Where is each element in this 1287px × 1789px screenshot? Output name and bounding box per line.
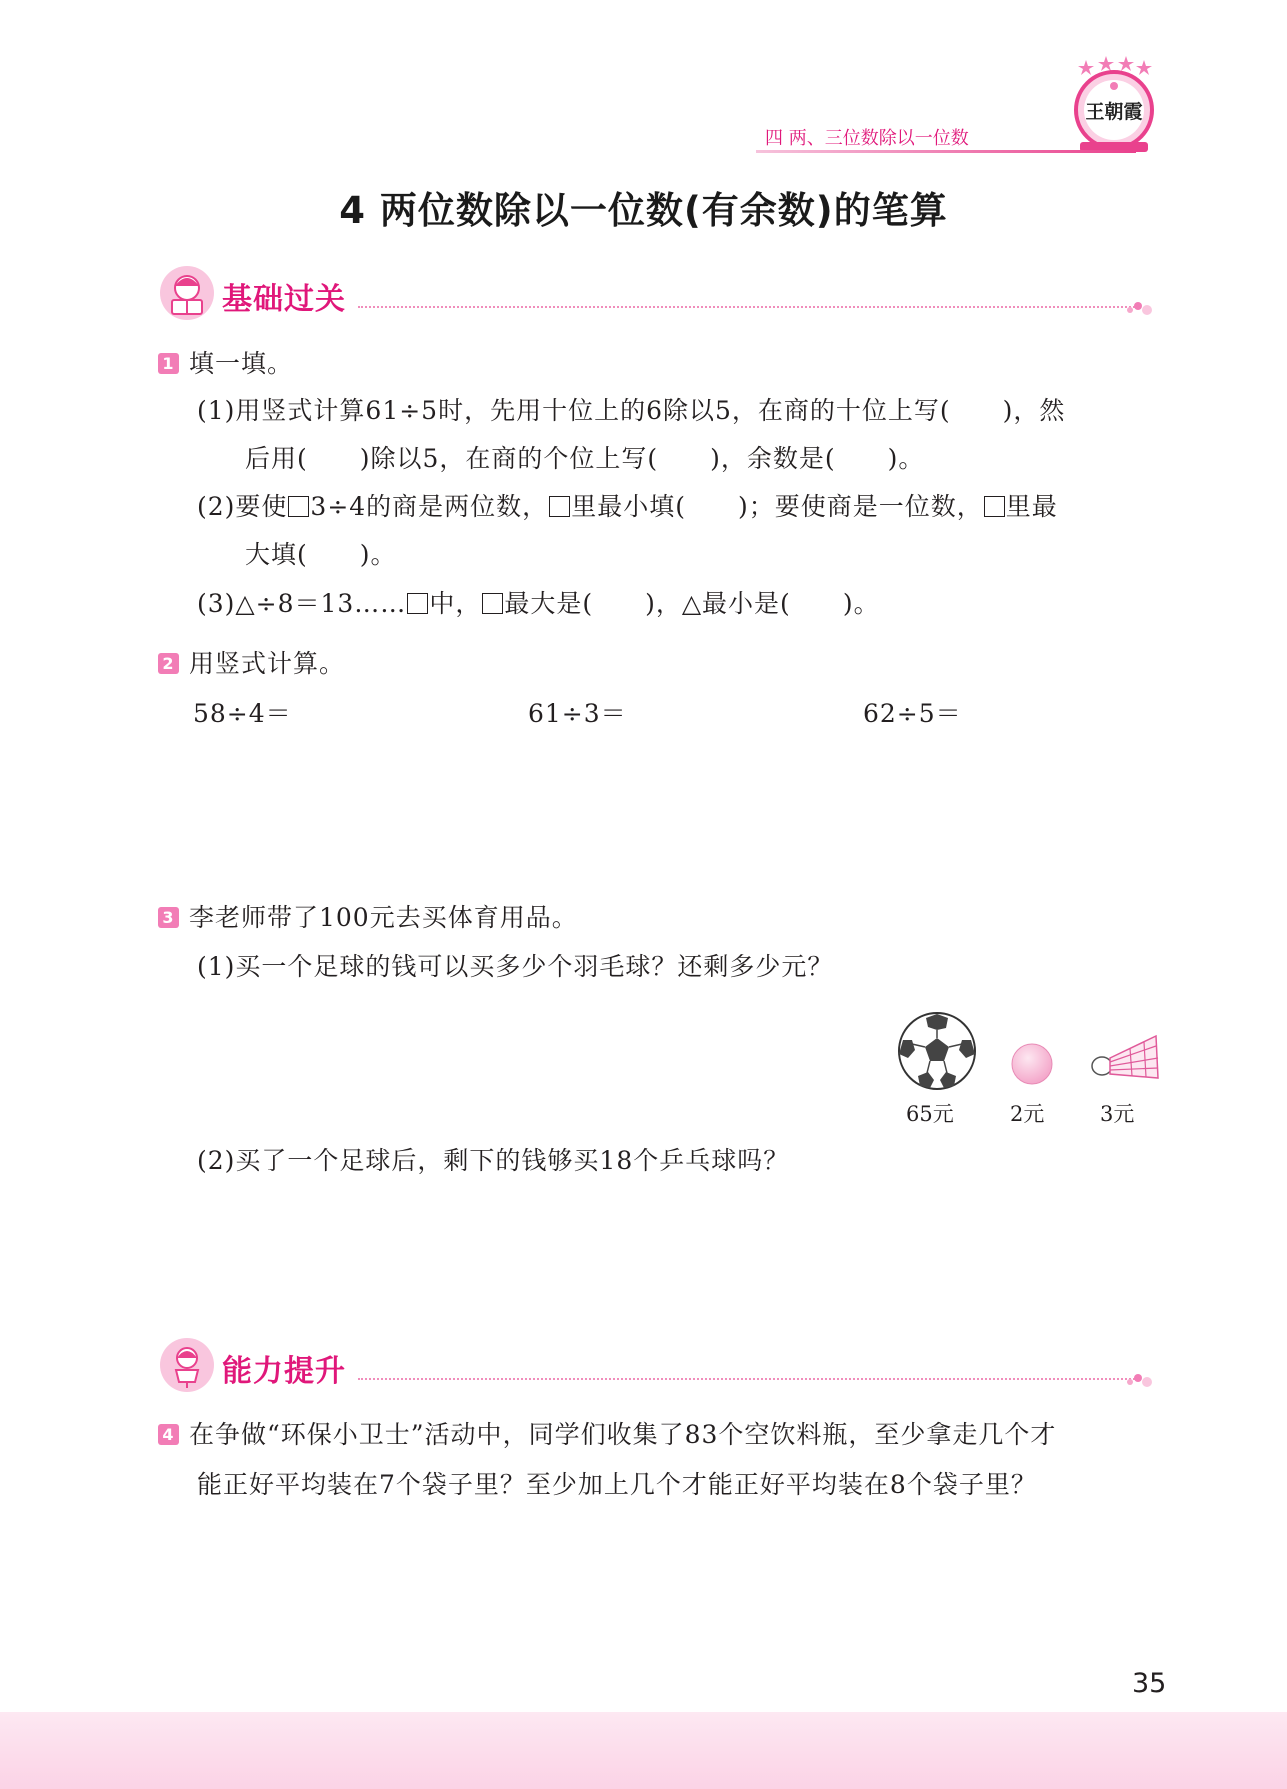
q1-part1-line1: (1)用竖式计算61÷5时，先用十位上的6除以5，在商的十位上写( )，然: [197, 396, 1066, 425]
shuttlecock-icon: [1090, 1032, 1160, 1084]
blank-box: [288, 496, 309, 517]
ping-pong-ball-icon: [1010, 1042, 1054, 1086]
q1-part2-text-d: 里最: [1005, 492, 1058, 521]
q1-part2-text-b: 3÷4的商是两位数，: [310, 492, 549, 521]
decorative-dots-icon: [1124, 1370, 1154, 1390]
q1-part2-line1: [197, 494, 1058, 519]
q2-expression-1: 58÷4＝: [193, 699, 292, 728]
q1-part3-text-c: 最大是( )，△最小是( )。: [504, 589, 880, 618]
section-banner-advanced: [158, 1336, 1158, 1396]
brand-logo: [1070, 56, 1158, 156]
blank-box: [984, 496, 1005, 517]
section-divider: [358, 306, 1138, 308]
q1-part2-text-a: (2)要使: [197, 492, 288, 521]
section-title-advanced: 能力提升: [222, 1354, 346, 1389]
chapter-tag: 四 两、三位数除以一位数: [765, 128, 969, 149]
lesson-title: 4 两位数除以一位数(有余数)的笔算: [339, 189, 948, 232]
shuttlecock-price: 3元: [1100, 1102, 1135, 1126]
q3-part1: (1)买一个足球的钱可以买多少个羽毛球？还剩多少元？: [197, 952, 834, 981]
q2-stem-text: 用竖式计算。: [189, 649, 346, 678]
q2-expression-2: 61÷3＝: [528, 699, 627, 728]
chapter-underline: [756, 150, 1136, 153]
q1-number-badge: 1: [158, 353, 179, 374]
blank-box: [482, 593, 503, 614]
q1-part2-text-c: 里最小填( )；要使商是一位数，: [571, 492, 983, 521]
ping-pong-ball-price: 2元: [1010, 1102, 1045, 1126]
q3-part2: (2)买了一个足球后，剩下的钱够买18个乒乓球吗？: [197, 1146, 790, 1175]
q1-part3-text-a: (3)△÷8＝13……: [197, 589, 407, 618]
section-banner-basic: [158, 264, 1158, 324]
soccer-ball-icon: [896, 1010, 978, 1092]
soccer-ball-price: 65元: [906, 1102, 954, 1126]
section-divider: [358, 1378, 1138, 1380]
q4-line1-text: 在争做“环保小卫士”活动中，同学们收集了83个空饮料瓶，至少拿走几个才: [189, 1420, 1057, 1449]
brand-name: 王朝霞: [1085, 101, 1143, 123]
q2-expression-3: 62÷5＝: [863, 699, 962, 728]
q1-part2-line2: 大填( )。: [245, 540, 397, 569]
q1-part1-line2: 后用( )除以5，在商的个位上写( )，余数是( )。: [245, 444, 925, 473]
q2-stem: [158, 651, 345, 676]
q3-stem: [158, 905, 578, 930]
footer-band: [0, 1712, 1287, 1789]
page-number: 35: [1132, 1668, 1167, 1699]
q3-number-badge: 3: [158, 907, 179, 928]
blank-box: [407, 593, 428, 614]
q1-stem: [158, 351, 293, 376]
q4-number-badge: 4: [158, 1424, 179, 1445]
q4-line2: 能正好平均装在7个袋子里？至少加上几个才能正好平均装在8个袋子里？: [197, 1470, 1037, 1499]
section-title-basic: 基础过关: [222, 282, 346, 317]
blank-box: [549, 496, 570, 517]
q1-part3-line: [197, 591, 880, 616]
mascot-trophy-icon: [158, 1336, 216, 1394]
q1-part3-text-b: 中，: [429, 589, 482, 618]
q2-number-badge: 2: [158, 653, 179, 674]
q3-stem-text: 李老师带了100元去买体育用品。: [189, 903, 578, 932]
decorative-dots-icon: [1124, 298, 1154, 318]
mascot-reading-icon: [158, 264, 216, 322]
q4-line1: [158, 1422, 1056, 1447]
q1-stem-text: 填一填。: [189, 349, 294, 378]
